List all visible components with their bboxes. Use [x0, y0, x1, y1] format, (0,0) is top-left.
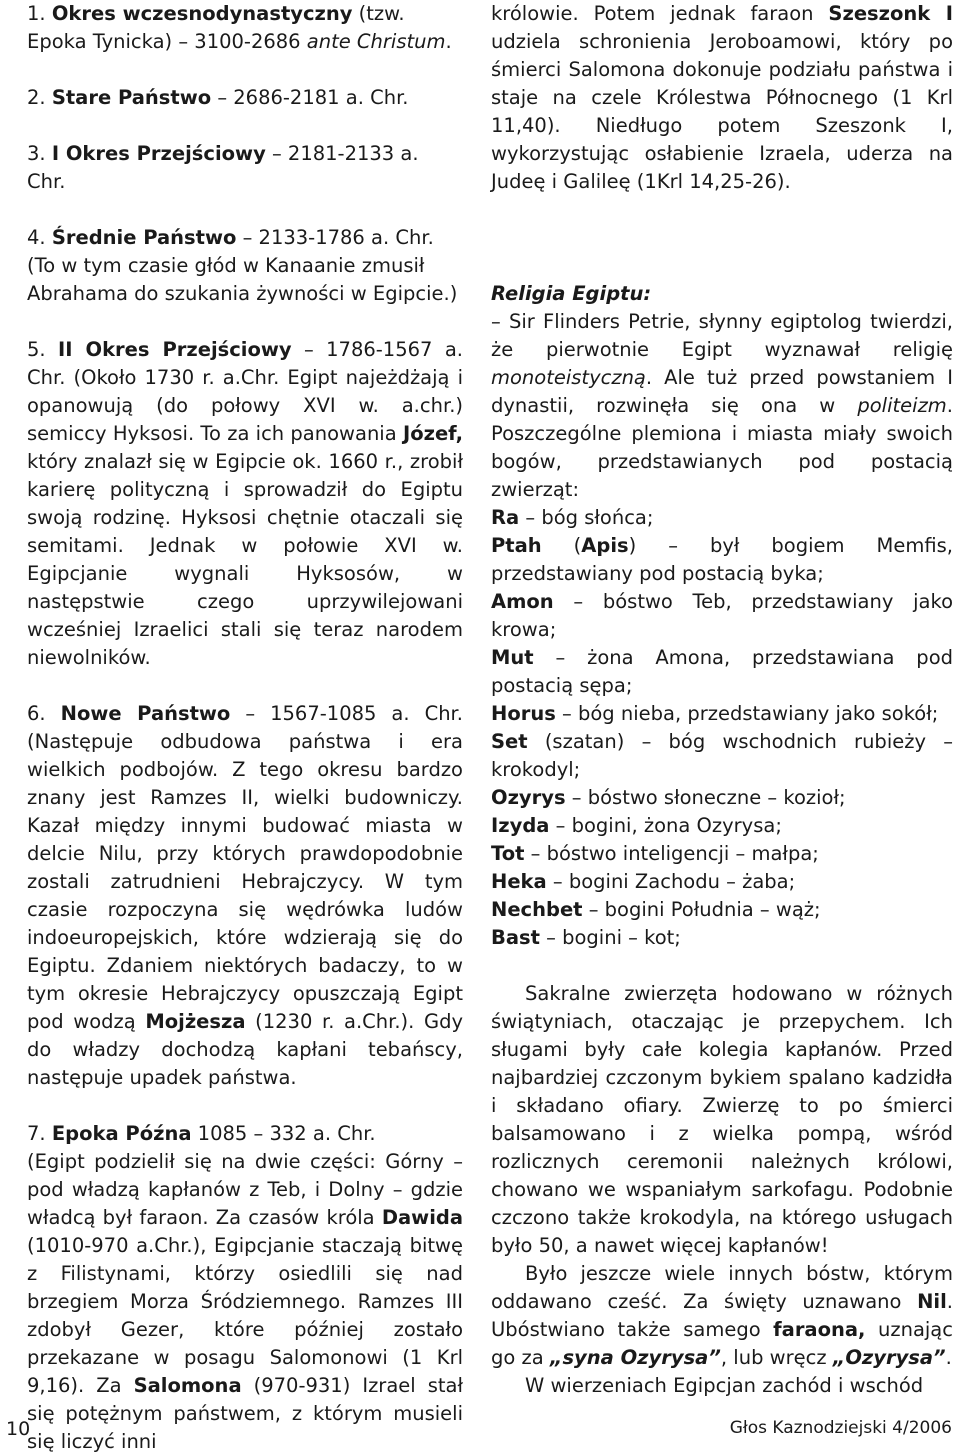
period-2: 2. Stare Państwo – 2686-2181 a. Chr. — [27, 86, 409, 109]
god-entry: Amon – bóstwo Teb, przedstawiany jako krowa; — [491, 590, 953, 641]
god-entry: Ra – bóg słońca; — [491, 506, 654, 529]
god-entry: Ozyrys – bóstwo słoneczne – kozioł; — [491, 786, 846, 809]
sacred-animals-paragraph: Sakralne zwierzęta hodowano w różnych świątyniach, otaczając je przepychem. Ich sługami były całe kolegia kapłanów. Przed najbardziej czczonym bykiem spalano kadzidła i składano ofiary. Zwierzę to po śmierci balsamowano i z wielka pompą, wśród rozlicznych ceremonii należnych królowi, chowano we wspaniałym sarkofagu. Podobnie czczono także krokodyla, na którego usługach było 50, a nawet więcej kapłanów! — [491, 982, 953, 1257]
journal-title: Głos Kaznodziejski 4/2006 — [729, 1418, 952, 1438]
continuation-paragraph: królowie. Potem jednak faraon Szeszonk I udziela schronienia Jeroboamowi, który po śmierci Salomona dokonuje podziału państwa i staje na czele Królestwa Północnego (1 Krl 11,40). Niedługo potem Szeszonk I, wykorzystując osłabienie Izraela, uderza na Judeę i Galileę (1Krl 14,25-26). — [491, 2, 953, 193]
right-column — [491, 0, 953, 1400]
period-3: 3. I Okres Przejściowy – 2181-2133 a. Chr. — [27, 142, 419, 193]
god-entry: Tot – bóstwo inteligencji – małpa; — [491, 842, 819, 865]
god-entry: Heka – bogini Zachodu – żaba; — [491, 870, 796, 893]
god-entry: Set (szatan) – bóg wschodnich rubieży – krokodyl; — [491, 730, 953, 781]
god-entry: Bast – bogini – kot; — [491, 926, 681, 949]
period-1: 1. Okres wczesnodynastyczny (tzw. Epoka Tynicka) – 3100-2686 ante Christum. — [27, 2, 452, 53]
god-entry: Izyda – bogini, żona Ozyrysa; — [491, 814, 782, 837]
god-entry: Ptah (Apis) – był bogiem Memfis, przedstawiany pod postacią byka; — [491, 534, 953, 585]
period-4: 4. Średnie Państwo – 2133-1786 a. Chr. (To w tym czasie głód w Kanaanie zmusił Abrahama do szukania żywności w Egipcie.) — [27, 226, 458, 305]
period-6: 6. Nowe Państwo – 1567-1085 a. Chr. (Następuje odbudowa państwa i era wielkich podbojów. Z tego okresu bardzo znany jest Ramzes II, wielki budowniczy. Kazał między innymi budować miasta w delcie Nilu, przy których prawdopodobnie zostali zatrudnieni Hebrajczycy. W tym czasie rozpoczyna się wędrówka ludów indoeuropejskich, które wdzierają się do Egiptu. Zdaniem niektórych badaczy, to w tym okresie Hebrajczycy opuszczają Egipt pod wodzą Mojżesza (1230 r. a.Chr.). Gdy do władzy dochodzą kapłani tebańscy, następuje upadek państwa. — [27, 702, 463, 1089]
left-column — [27, 0, 463, 1456]
section-heading: Religia Egiptu: — [491, 282, 652, 305]
religion-intro: – Sir Flinders Petrie, słynny egiptolog twierdzi, że pierwotnie Egipt wyznawał religię monoteistyczną. Ale tuż przed powstaniem I dynastii, rozwinęła się ona w politeizm. Poszczególne plemiona i miasta miały swoich bogów, przedstawianych pod postacią zwierząt: — [491, 310, 953, 501]
other-gods-paragraph: Było jeszcze wiele innych bóstw, którym oddawano cześć. Za święty uznawano Nil. Ubóstwiano także samego faraona, uznając go za „syna Ozyrysa”, lub wręcz „Ozyrysa”. — [491, 1262, 953, 1369]
god-entry: Horus – bóg nieba, przedstawiany jako sokół; — [491, 702, 939, 725]
period-7: 7. Epoka Późna 1085 – 332 a. Chr. (Egipt podzielił się na dwie części: Górny – pod władzą kapłanów z Teb, i Dolny – gdzie władcą był faraon. Za czasów króla Dawida (1010-970 a.Chr.), Egipcjanie staczają bitwę z Filistynami, którzy osiedlili się nad brzegiem Morza Śródziemnego. Ramzes III zdobył Gezer, które później zostało przekazane w posagu Salomonowi (1 Krl 9,16). Za Salomona (970-931) Izrael stał się potężnym państwem, z którym musieli się liczyć inni — [27, 1122, 463, 1453]
page-number: 10 — [6, 1418, 31, 1440]
god-entry: Nechbet – bogini Południa – wąż; — [491, 898, 821, 921]
beliefs-paragraph: W wierzeniach Egipcjan zachód i wschód — [525, 1374, 924, 1397]
period-5: 5. II Okres Przejściowy – 1786-1567 a. Chr. (Około 1730 r. a.Chr. Egipt najeżdżają i opanowują (do połowy XVI w. a.chr.) semiccy Hyksosi. To za ich panowania Józef, który znalazł się w Egipcie ok. 1660 r., zrobił karierę polityczną i sprowadził do Egiptu swoją rodzinę. Hyksosi chętnie otaczali się semitami. Jednak w połowie XVI w. Egipcjanie wygnali Hyksosów, w następstwie czego uprzywilejowani wcześniej Izraelici stali się teraz narodem niewolników. — [27, 338, 463, 669]
god-entry: Mut – żona Amona, przedstawiana pod postacią sępa; — [491, 646, 953, 697]
